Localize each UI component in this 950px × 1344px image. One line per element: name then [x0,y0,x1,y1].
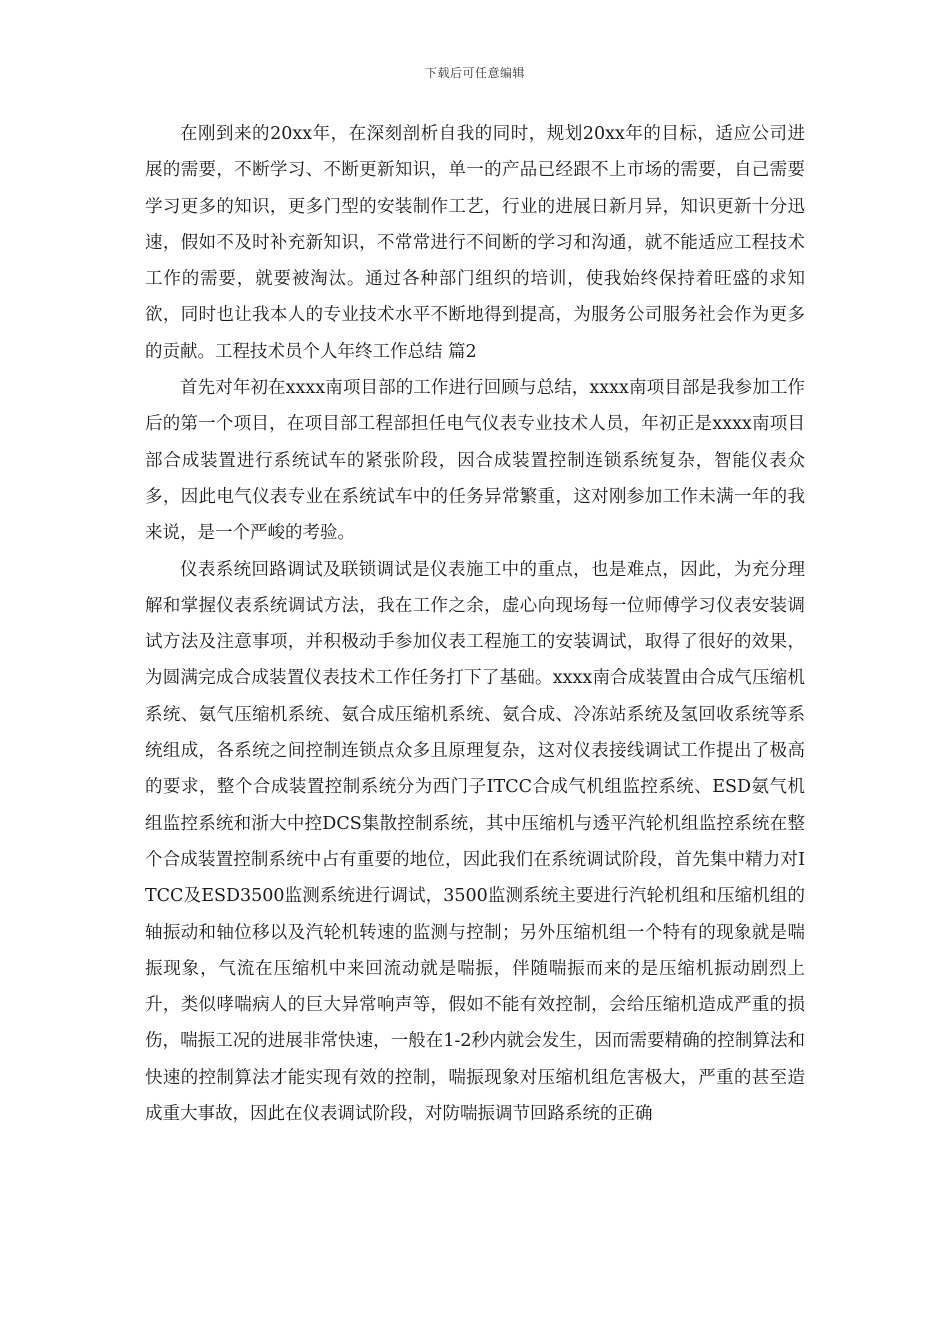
paragraph-2: 首先对年初在xxxx南项目部的工作进行回顾与总结，xxxx南项目部是我参加工作后的第一个项目，在项目部工程部担任电气仪表专业技术人员，年初正是xxxx南项目部合成装置进行系统试车的紧张阶段，因合成装置控制连锁系统复杂，智能仪表众多，因此电气仪表专业在系统试车中的任务异常繁重，这对刚参加工作未满一年的我来说，是一个严峻的考验。 [145,378,805,544]
page-header-note: 下载后可任意编辑 [424,66,525,80]
paragraph-1: 在刚到来的20xx年，在深刻剖析自我的同时，规划20xx年的目标，适应公司进展的需要，不断学习、不断更新知识，单一的产品已经跟不上市场的需要，自己需要学习更多的知识，更多门型的安装制作工艺，行业的进展日新月异，知识更新十分迅速，假如不及时补充新知识，不常常进行不间断的学习和沟通，就不能适应工程技术工作的需要，就要被淘汰。通过各种部门组织的培训，使我始终保持着旺盛的求知欲，同时也让我本人的专业技术水平不断地得到提高，为服务公司服务社会作为更多的贡献。工程技术员个人年终工作总结 篇2 [145,124,805,362]
document-body [145,116,805,1132]
paragraph-3: 仪表系统回路调试及联锁调试是仪表施工中的重点，也是难点，因此，为充分理解和掌握仪表系统调试方法，我在工作之余，虚心向现场每一位师傅学习仪表安装调试方法及注意事项，并积极动手参加仪表工程施工的安装调试，取得了很好的效果，为圆满完成合成装置仪表技术工作任务打下了基础。xxxx南合成装置由合成气压缩机系统、氨气压缩机系统、氨合成压缩机系统、氨合成、冷冻站系统及氢回收系统等系统组成，各系统之间控制连锁点众多且原理复杂，这对仪表接线调试工作提出了极高的要求，整个合成装置控制系统分为西门子ITCC合成气机组监控系统、ESD氨气机组监控系统和浙大中控DCS集散控制系统，其中压缩机与透平汽轮机组监控系统在整个合成装置控制系统中占有重要的地位，因此我们在系统调试阶段，首先集中精力对ITCC及ESD3500监测系统进行调试，3500监测系统主要进行汽轮机组和压缩机组的轴振动和轴位移以及汽轮机转速的监测与控制；另外压缩机组一个特有的现象就是喘振现象，气流在压缩机中来回流动就是喘振，伴随喘振而来的是压缩机振动剧烈上升，类似哮喘病人的巨大异常响声等，假如不能有效控制，会给压缩机造成严重的损伤，喘振工况的进展非常快速，一般在1-2秒内就会发生，因而需要精确的控制算法和快速的控制算法才能实现有效的控制，喘振现象对压缩机组危害极大，严重的甚至造成重大事故，因此在仪表调试阶段，对防喘振调节回路系统的正确 [145,559,805,1125]
